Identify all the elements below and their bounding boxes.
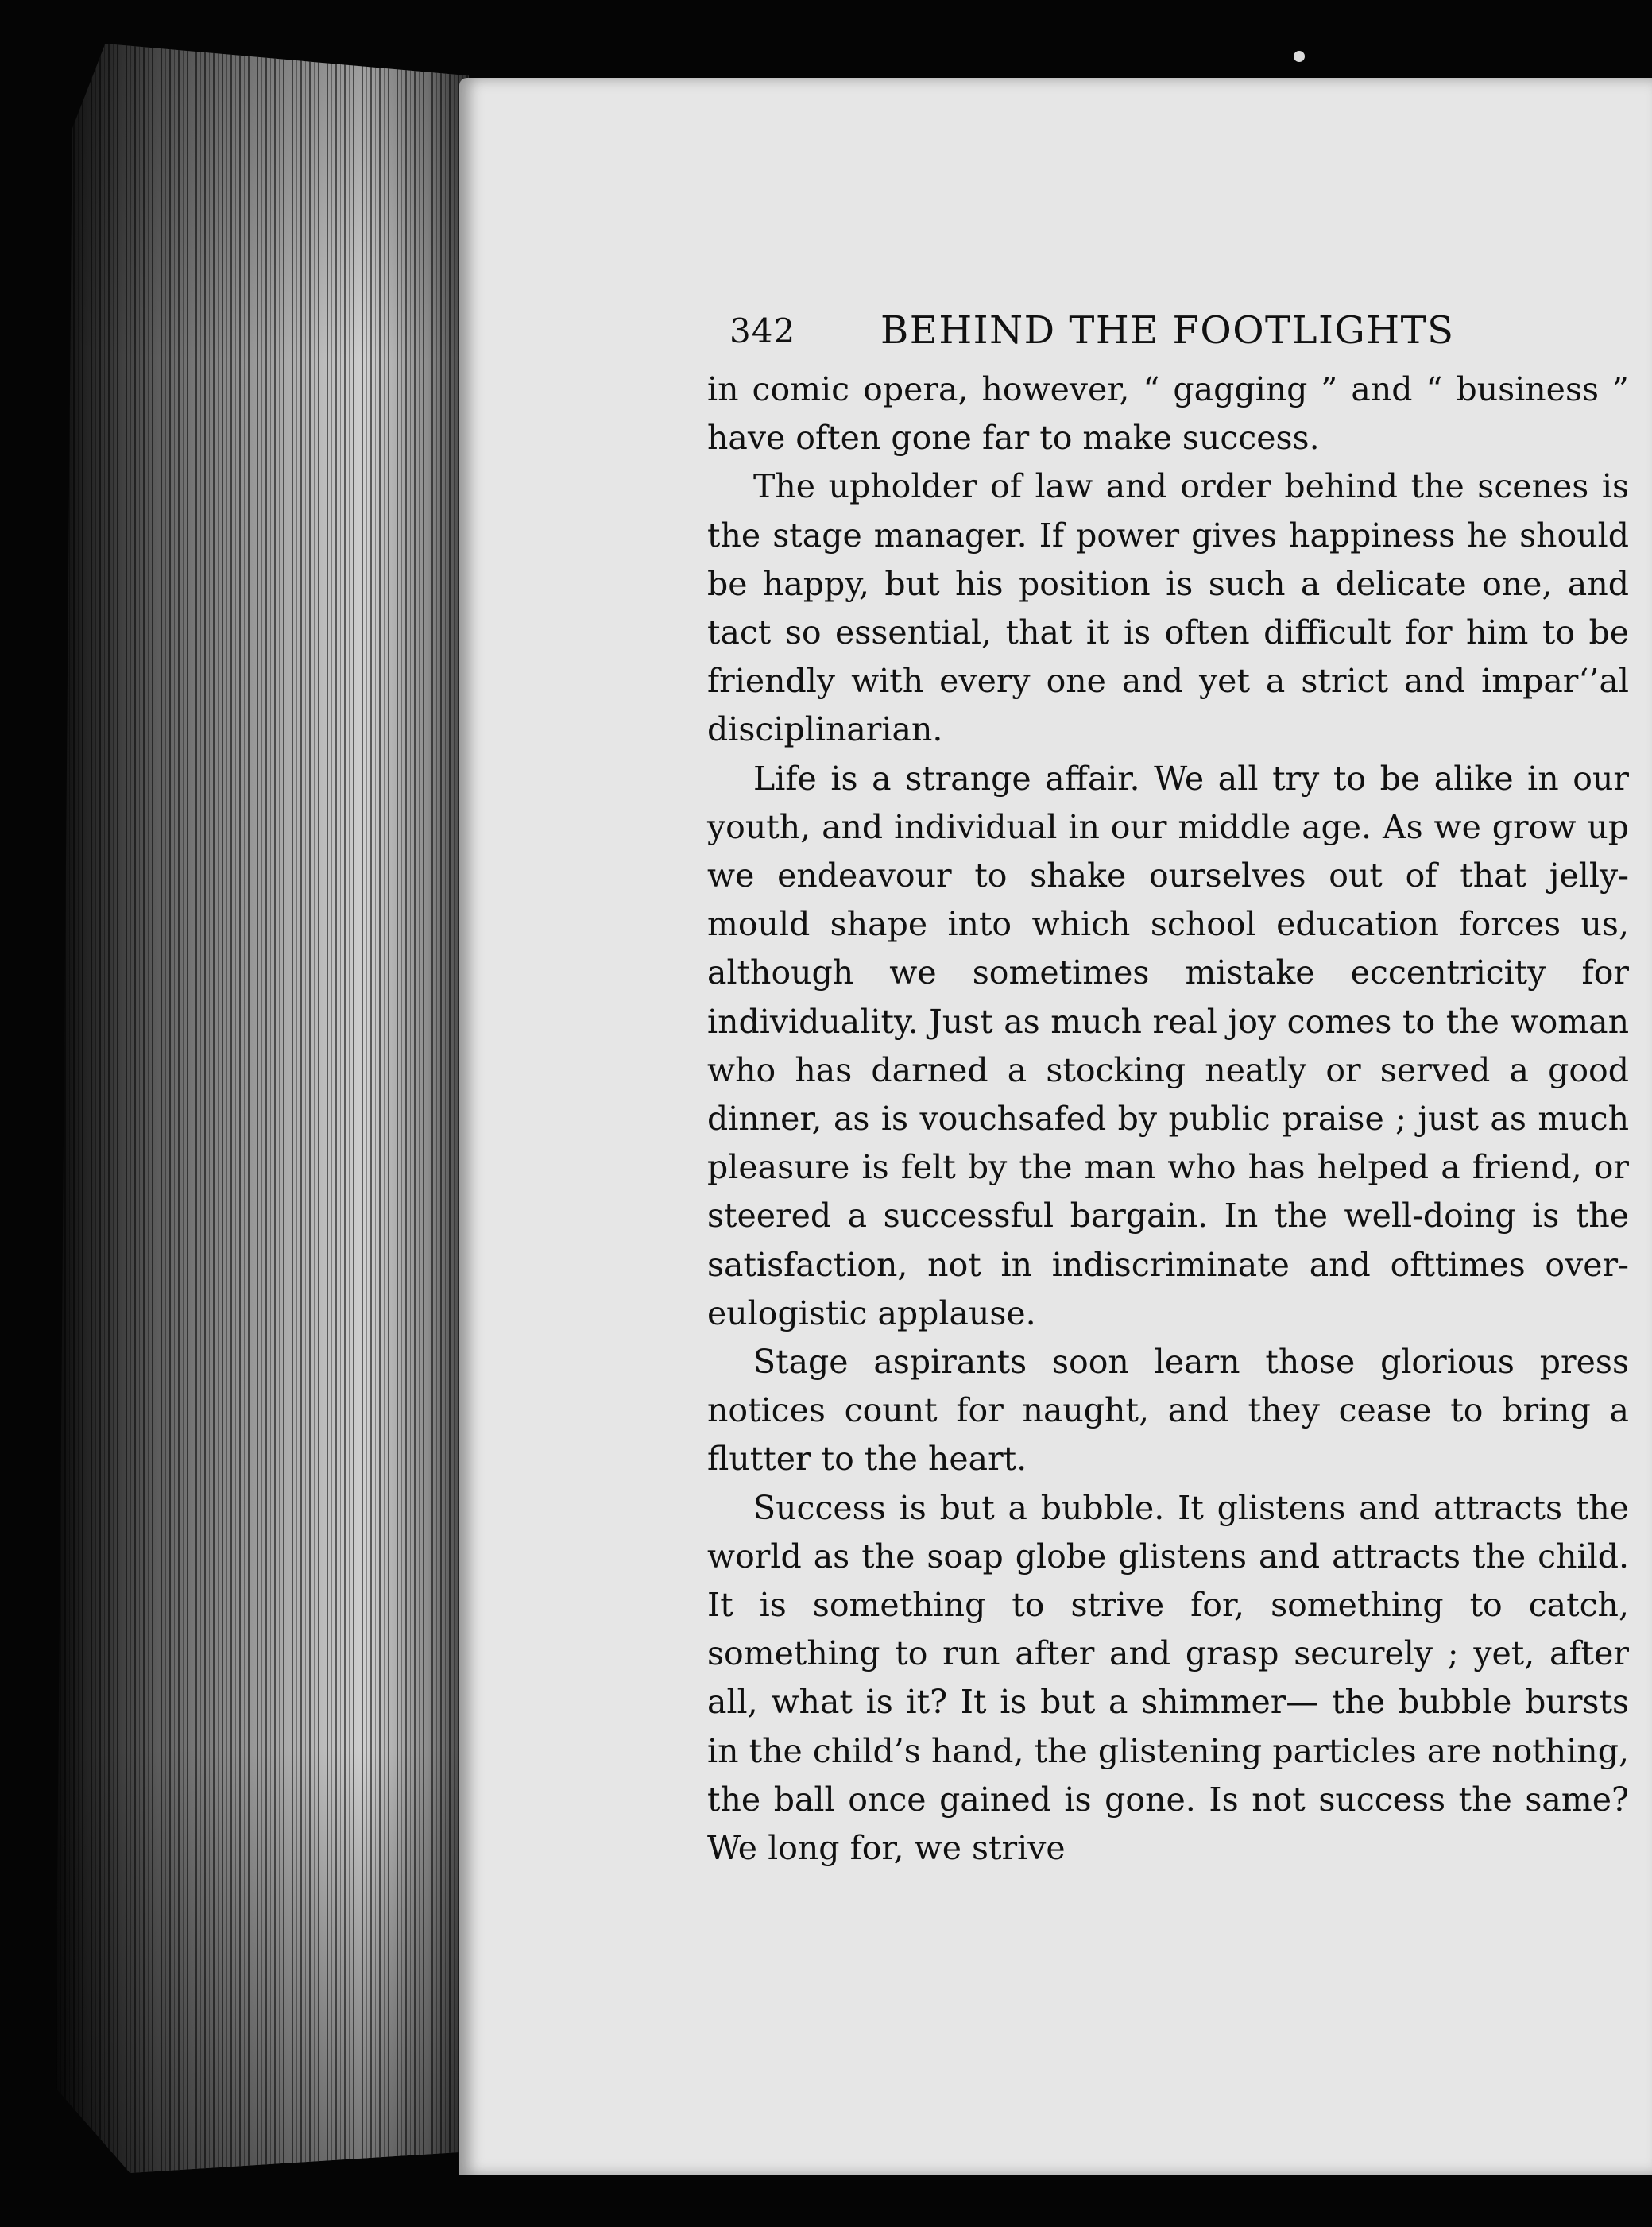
body-text [707,365,1629,1873]
paragraph: Success is but a bubble. It glistens and attracts the world as the soap globe glistens and attracts the child. It is something to strive for, something to catch, something to run after and grasp securely ; yet, after all, what is it? It is but a shimmer— the bubble bursts in the child’s hand, the glistening particles are nothing, the ball once gained is gone. Is not success the same? We long for, we strive [707,1488,1629,1868]
page-edge-shadow [56,44,469,2173]
paragraph: Stage aspirants soon learn those glorious press notices count for naught, and they cease to bring a flutter to the heart. [707,1343,1629,1479]
paragraph: The upholder of law and order behind the scenes is the stage manager. If power gives happiness he should be happy, but his position is such a delicate one, and tact so essential, that it is often difficult for him to be friendly with every one and yet a strict and impar‘’al disciplinarian. [707,467,1629,749]
running-title: BEHIND THE FOOTLIGHTS [880,308,1455,353]
paragraph: Life is a strange affair. We all try to be alike in our youth, and individual in our middle age. As we grow up we endeavour to shake ourselves out of that jelly-mould shape into which school education forces us, although we sometimes mistake eccentricity for individuality. Just as much real joy comes to the woman who has darned a stocking neatly or served a good dinner, as is vouchsafed by public praise ; just as much pleasure is felt by the man who has helped a friend, or steered a successful bargain. In the well-doing is the satisfaction, not in indiscriminate and ofttimes over-eulogistic applause. [707,759,1629,1332]
paragraph: in comic opera, however, “ gagging ” and “ business ” have often gone far to make success. [707,370,1629,458]
dust-speck [1294,51,1305,62]
page-content [707,300,1629,1873]
page-number: 342 [729,311,796,350]
running-head [707,300,1629,364]
